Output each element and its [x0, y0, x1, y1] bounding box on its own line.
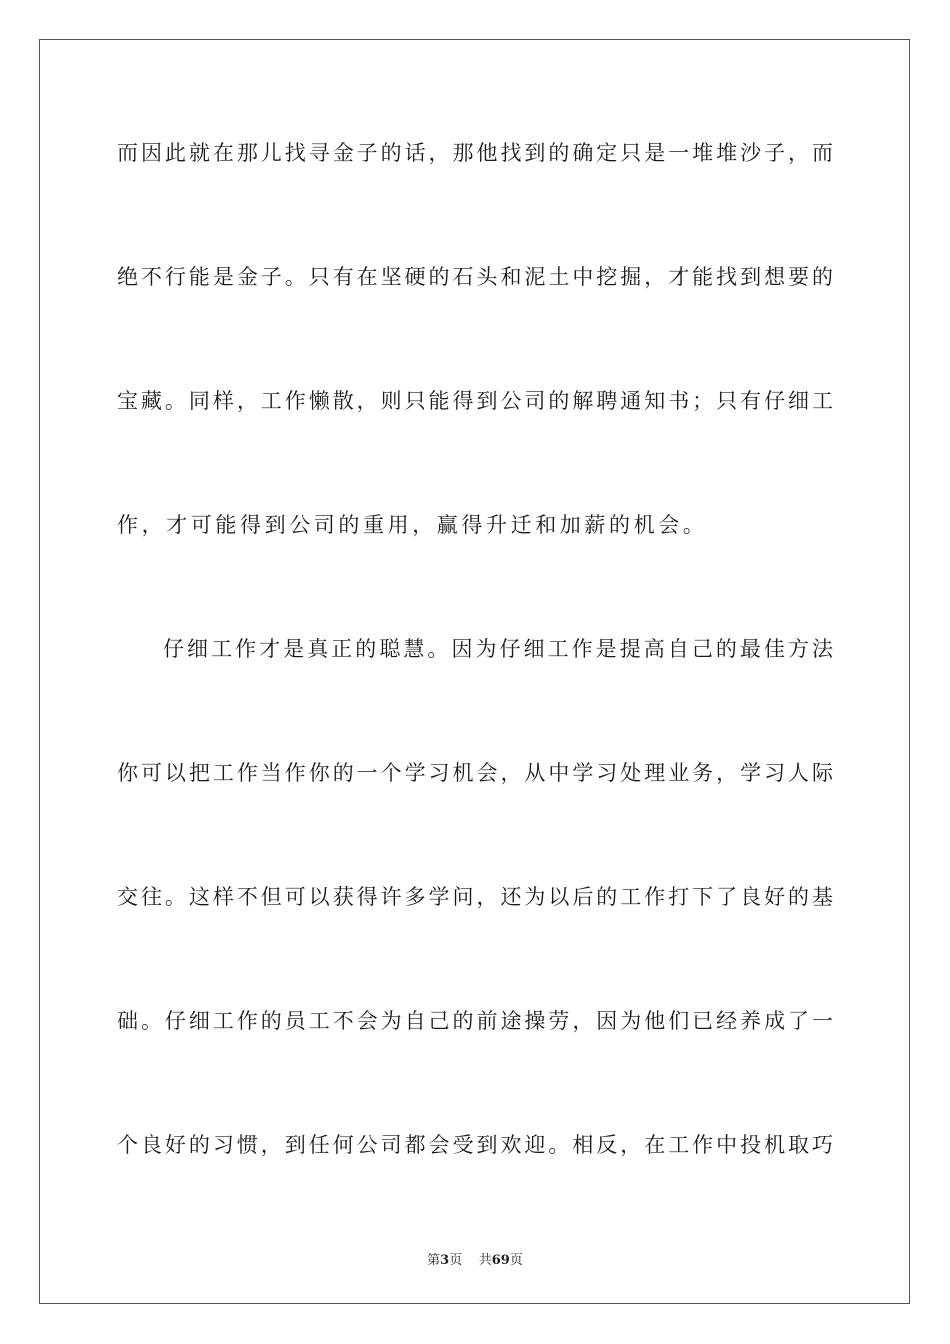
footer-page-prefix: 第	[427, 1253, 441, 1268]
text-line-2: 绝不行能是金子。只有在坚硬的石头和泥土中挖掘，才能找到想要的	[117, 265, 833, 289]
text-line-3: 宝藏。同样，工作懒散，则只能得到公司的解聘通知书；只有仔细工	[117, 389, 833, 413]
text-line-7: 交往。这样不但可以获得许多学问，还为以后的工作打下了良好的基	[117, 885, 833, 909]
text-line-9: 个良好的习惯，到任何公司都会受到欢迎。相反，在工作中投机取巧	[117, 1133, 833, 1157]
text-line-8: 础。仔细工作的员工不会为自己的前途操劳，因为他们已经养成了一	[117, 1009, 833, 1033]
footer-total-pages: 69	[491, 1253, 510, 1268]
text-line-4: 作，才可能得到公司的重用，赢得升迁和加薪的机会。	[117, 513, 708, 537]
footer-page-number: 3	[440, 1253, 450, 1268]
page-footer	[0, 1249, 950, 1268]
text-line-1: 而因此就在那儿找寻金子的话，那他找到的确定只是一堆堆沙子，而	[117, 141, 833, 165]
text-line-6: 你可以把工作当作你的一个学习机会，从中学习处理业务，学习人际	[117, 761, 833, 785]
paragraph-first-line: 仔细工作才是真正的聪慧。因为仔细工作是提高自己的最佳方法	[163, 637, 833, 661]
footer-total-suffix: 页	[509, 1253, 523, 1268]
footer-page-suffix: 页	[449, 1253, 463, 1268]
footer-total-prefix: 共	[478, 1253, 492, 1268]
page-frame	[39, 39, 910, 1304]
